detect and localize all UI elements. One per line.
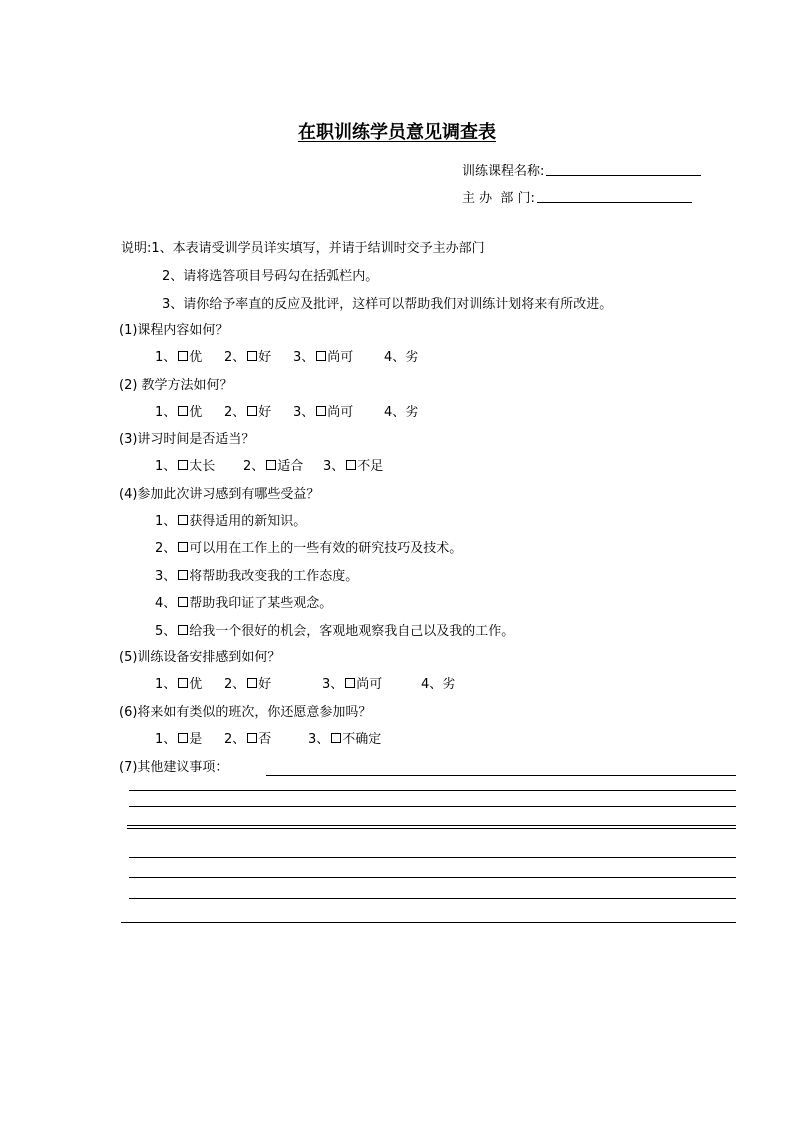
list-item[interactable]: 3、 将帮助我改变我的工作态度。 <box>155 569 359 584</box>
list-item[interactable]: 4、 帮助我印证了某些观念。 <box>155 596 333 611</box>
suggestion-line-4[interactable] <box>127 825 736 826</box>
question-5-options <box>155 673 455 692</box>
option[interactable]: 2、 好 <box>224 405 272 420</box>
list-item[interactable]: 5、 给我一个很好的机会，客观地观察我自己以及我的工作。 <box>155 624 515 639</box>
checkbox[interactable] <box>247 351 257 361</box>
department-label: 主 办 部 门: <box>462 191 535 206</box>
checkbox[interactable] <box>178 678 188 688</box>
suggestion-line-5[interactable] <box>127 828 736 829</box>
option[interactable]: 4、 劣 <box>384 350 419 365</box>
question-1-options <box>155 346 418 365</box>
checkbox[interactable] <box>178 351 188 361</box>
checkbox[interactable] <box>178 733 188 743</box>
option[interactable]: 2、 否 <box>224 732 272 747</box>
question-6-options <box>155 728 381 747</box>
question-1: (1)课程内容如何？ <box>119 323 229 338</box>
checkbox[interactable] <box>178 597 188 607</box>
suggestion-line-3[interactable] <box>129 806 736 807</box>
option[interactable]: 4、 劣 <box>384 405 419 420</box>
course-name-label: 训练课程名称: <box>462 164 545 179</box>
suggestion-line-9[interactable] <box>121 922 736 923</box>
option[interactable]: 3、 尚可 <box>293 350 354 365</box>
checkbox[interactable] <box>178 515 188 525</box>
option[interactable]: 1、 太长 <box>155 459 216 474</box>
checkbox[interactable] <box>247 678 257 688</box>
checkbox[interactable] <box>346 460 356 470</box>
checkbox[interactable] <box>178 570 188 580</box>
suggestion-line-1[interactable] <box>266 775 736 776</box>
instruction-prefix: 说明: <box>121 241 152 256</box>
suggestion-line-8[interactable] <box>129 898 736 899</box>
question-5: (5)训练设备安排感到如何？ <box>119 650 281 665</box>
option[interactable]: 1、 优 <box>155 405 203 420</box>
list-item[interactable]: 2、 可以用在工作上的一些有效的研究技巧及技术。 <box>155 541 463 556</box>
checkbox[interactable] <box>316 406 326 416</box>
department-blank[interactable] <box>537 201 692 203</box>
checkbox[interactable] <box>247 406 257 416</box>
question-7: (7)其他建议事项： <box>119 760 229 775</box>
option[interactable]: 1、 优 <box>155 350 203 365</box>
option[interactable]: 1、 是 <box>155 732 203 747</box>
question-6: (6)将来如有类似的班次，你还愿意参加吗？ <box>119 705 372 720</box>
option[interactable]: 3、 不足 <box>323 459 384 474</box>
checkbox[interactable] <box>316 351 326 361</box>
course-name-field[interactable] <box>462 160 701 179</box>
checkbox[interactable] <box>331 733 341 743</box>
checkbox[interactable] <box>178 460 188 470</box>
instruction-item-2: 2、请将选答项目号码勾在括弧栏内。 <box>162 269 379 284</box>
checkbox[interactable] <box>247 733 257 743</box>
checkbox[interactable] <box>266 460 276 470</box>
option[interactable]: 3、 尚可 <box>322 677 383 692</box>
checkbox[interactable] <box>178 406 188 416</box>
question-2: (2) 教学方法如何？ <box>119 378 233 393</box>
question-4: (4)参加此次讲习感到有哪些受益？ <box>119 487 320 502</box>
option[interactable]: 2、 好 <box>224 350 272 365</box>
course-name-blank[interactable] <box>546 174 701 176</box>
department-field[interactable] <box>462 187 692 206</box>
option[interactable]: 2、 好 <box>224 677 272 692</box>
instruction-item-1: 1、本表请受训学员详实填写，并请于结训时交予主办部门 <box>151 241 485 256</box>
instruction-item-3: 3、请你给予率直的反应及批评，这样可以帮助我们对训练计划将来有所改进。 <box>162 297 613 312</box>
option[interactable]: 3、 尚可 <box>293 405 354 420</box>
checkbox[interactable] <box>178 542 188 552</box>
suggestion-line-7[interactable] <box>129 877 736 878</box>
question-3: (3)讲习时间是否适当？ <box>119 432 255 447</box>
checkbox[interactable] <box>178 625 188 635</box>
option[interactable]: 3、 不确定 <box>308 732 382 747</box>
suggestion-line-2[interactable] <box>129 790 736 791</box>
checkbox[interactable] <box>345 678 355 688</box>
instruction-line-1 <box>121 237 485 256</box>
option[interactable]: 1、 优 <box>155 677 203 692</box>
option[interactable]: 4、 劣 <box>421 677 456 692</box>
option[interactable]: 2、 适合 <box>243 459 304 474</box>
question-3-options <box>155 455 383 474</box>
question-2-options <box>155 401 418 420</box>
suggestion-line-6[interactable] <box>129 857 736 858</box>
list-item[interactable]: 1、 获得适用的新知识。 <box>155 514 307 529</box>
page-title: 在职训练学员意见调查表 <box>298 122 496 143</box>
